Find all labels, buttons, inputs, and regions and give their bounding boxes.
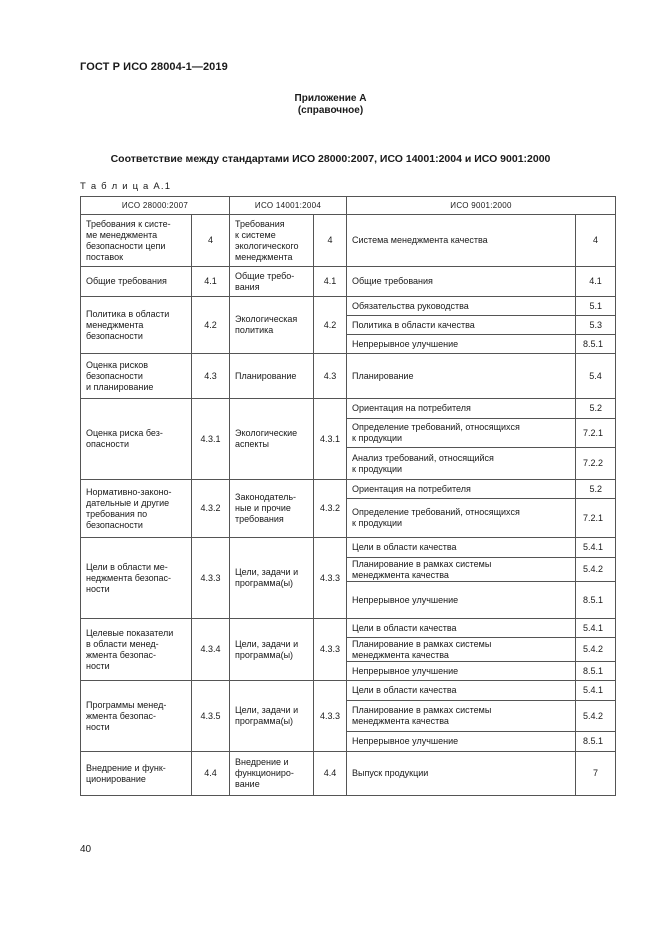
annex-type: (справочное) <box>297 105 364 116</box>
correspondence-table <box>80 196 616 796</box>
iso28000-clause: Оценка рисков безопасности и планирование <box>81 354 192 399</box>
iso9001-clause: Выпуск продукции <box>347 752 576 796</box>
iso9001-number: 8.5.1 <box>576 732 616 752</box>
table-row <box>81 297 616 316</box>
iso28000-number: 4.3.2 <box>192 480 230 538</box>
iso9001-number: 5.4.1 <box>576 681 616 701</box>
iso9001-clause: Определение требований, относящихся к продукции <box>347 499 576 538</box>
annex-title: Приложение А <box>294 93 367 104</box>
iso14001-number: 4.3 <box>314 354 347 399</box>
iso9001-number: 5.4.1 <box>576 538 616 558</box>
iso14001-number: 4.3.2 <box>314 480 347 538</box>
iso9001-clause: Система менеджмента качества <box>347 215 576 267</box>
iso14001-clause: Внедрение и функциониро- вание <box>230 752 314 796</box>
iso9001-clause: Непрерывное улучшение <box>347 335 576 354</box>
iso9001-number: 5.2 <box>576 399 616 419</box>
iso9001-number: 5.4.1 <box>576 619 616 638</box>
iso14001-clause: Экологическая политика <box>230 297 314 354</box>
iso9001-number: 5.4 <box>576 354 616 399</box>
iso14001-number: 4.4 <box>314 752 347 796</box>
iso9001-clause: Определение требований, относящихся к продукции <box>347 419 576 448</box>
column-header-iso9001: ИСО 9001:2000 <box>347 197 616 215</box>
iso9001-number: 4 <box>576 215 616 267</box>
iso28000-number: 4 <box>192 215 230 267</box>
iso28000-clause: Цели в области ме- неджмента безопас- ности <box>81 538 192 619</box>
iso28000-number: 4.3 <box>192 354 230 399</box>
iso9001-clause: Политика в области качества <box>347 316 576 335</box>
iso9001-number: 5.4.2 <box>576 701 616 732</box>
iso9001-clause: Обязательства руководства <box>347 297 576 316</box>
document-header: ГОСТ Р ИСО 28004-1—2019 <box>80 61 228 73</box>
table-body <box>81 197 616 796</box>
iso14001-clause: Цели, задачи и программа(ы) <box>230 538 314 619</box>
iso9001-clause: Анализ требований, относящийся к продукции <box>347 448 576 480</box>
iso9001-clause: Планирование в рамках системы менеджмента качества <box>347 558 576 582</box>
iso14001-number: 4.3.3 <box>314 619 347 681</box>
iso28000-number: 4.4 <box>192 752 230 796</box>
iso14001-number: 4.3.3 <box>314 681 347 752</box>
table-row <box>81 752 616 796</box>
iso9001-clause: Цели в области качества <box>347 619 576 638</box>
iso28000-clause: Политика в области менеджмента безопасности <box>81 297 192 354</box>
iso14001-clause: Законодатель- ные и прочие требования <box>230 480 314 538</box>
iso14001-number: 4.1 <box>314 267 347 297</box>
table-row <box>81 681 616 701</box>
iso9001-clause: Общие требования <box>347 267 576 297</box>
column-header-iso28000: ИСО 28000:2007 <box>81 197 230 215</box>
table-label: Т а б л и ц а А.1 <box>80 181 172 192</box>
iso9001-clause: Непрерывное улучшение <box>347 662 576 681</box>
iso28000-number: 4.3.3 <box>192 538 230 619</box>
iso14001-clause: Требования к системе экологического менеджмента <box>230 215 314 267</box>
iso28000-clause: Нормативно-законо- дательные и другие требования по безопасности <box>81 480 192 538</box>
iso9001-number: 5.2 <box>576 480 616 499</box>
table-row <box>81 215 616 267</box>
iso14001-clause: Общие требо- вания <box>230 267 314 297</box>
iso28000-clause: Оценка риска без- опасности <box>81 399 192 480</box>
iso9001-clause: Непрерывное улучшение <box>347 582 576 619</box>
iso9001-number: 8.5.1 <box>576 662 616 681</box>
section-title: Соответствие между стандартами ИСО 28000:2007, ИСО 14001:2004 и ИСО 9001:2000 <box>110 153 551 165</box>
iso28000-number: 4.3.5 <box>192 681 230 752</box>
iso14001-clause: Планирование <box>230 354 314 399</box>
iso9001-clause: Планирование в рамках системы менеджмента качества <box>347 638 576 662</box>
iso9001-number: 7 <box>576 752 616 796</box>
iso9001-clause: Непрерывное улучшение <box>347 732 576 752</box>
iso28000-clause: Целевые показатели в области менед- жмента безопас- ности <box>81 619 192 681</box>
annex-heading <box>0 93 661 117</box>
iso9001-clause: Цели в области качества <box>347 538 576 558</box>
iso28000-clause: Требования к систе- ме менеджмента безопасности цепи поставок <box>81 215 192 267</box>
iso9001-number: 5.4.2 <box>576 638 616 662</box>
iso9001-number: 7.2.1 <box>576 499 616 538</box>
table-row <box>81 619 616 638</box>
column-header-iso14001: ИСО 14001:2004 <box>230 197 347 215</box>
iso9001-number: 5.1 <box>576 297 616 316</box>
iso9001-number: 5.4.2 <box>576 558 616 582</box>
table-row <box>81 354 616 399</box>
iso14001-clause: Экологические аспекты <box>230 399 314 480</box>
iso9001-number: 8.5.1 <box>576 335 616 354</box>
iso28000-clause: Общие требования <box>81 267 192 297</box>
iso28000-number: 4.3.4 <box>192 619 230 681</box>
table-row <box>81 267 616 297</box>
iso9001-clause: Цели в области качества <box>347 681 576 701</box>
iso28000-number: 4.2 <box>192 297 230 354</box>
iso9001-number: 7.2.1 <box>576 419 616 448</box>
iso9001-number: 8.5.1 <box>576 582 616 619</box>
iso14001-number: 4.3.3 <box>314 538 347 619</box>
iso14001-clause: Цели, задачи и программа(ы) <box>230 619 314 681</box>
iso28000-number: 4.3.1 <box>192 399 230 480</box>
table-row <box>81 480 616 499</box>
iso14001-number: 4.3.1 <box>314 399 347 480</box>
iso9001-clause: Ориентация на потребителя <box>347 480 576 499</box>
iso9001-clause: Ориентация на потребителя <box>347 399 576 419</box>
table-row <box>81 399 616 419</box>
iso9001-number: 4.1 <box>576 267 616 297</box>
iso14001-number: 4.2 <box>314 297 347 354</box>
iso28000-clause: Программы менед- жмента безопас- ности <box>81 681 192 752</box>
iso28000-number: 4.1 <box>192 267 230 297</box>
table-row <box>81 538 616 558</box>
page-number: 40 <box>80 844 92 855</box>
iso9001-number: 7.2.2 <box>576 448 616 480</box>
iso9001-number: 5.3 <box>576 316 616 335</box>
table-header-row <box>81 197 616 215</box>
iso28000-clause: Внедрение и функ- ционирование <box>81 752 192 796</box>
iso14001-number: 4 <box>314 215 347 267</box>
iso14001-clause: Цели, задачи и программа(ы) <box>230 681 314 752</box>
iso9001-clause: Планирование в рамках системы менеджмента качества <box>347 701 576 732</box>
iso9001-clause: Планирование <box>347 354 576 399</box>
